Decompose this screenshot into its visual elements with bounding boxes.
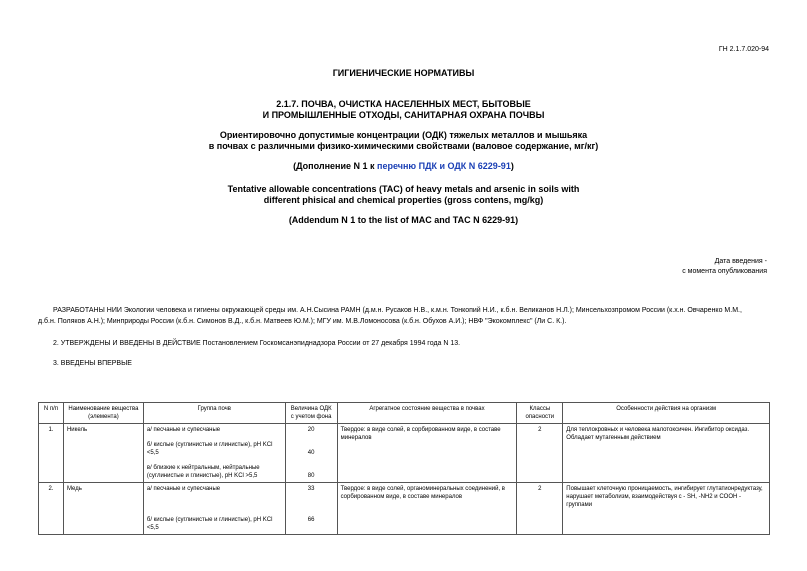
row-features: Повышает клеточную проницаемость, ингибирует глутатионредуктазу, нарушает метаболизм, взаимодействуя с - SH, -NH2 и COOH - группами [563, 483, 770, 535]
introduction-date-line1: Дата введения - [714, 258, 767, 265]
english-heading [0, 184, 807, 206]
row-values [285, 483, 337, 535]
addendum-prefix: (Дополнение N 1 к [293, 161, 378, 171]
addendum-ru [0, 161, 807, 172]
row-name: Никель [63, 424, 143, 483]
table-row [39, 424, 770, 483]
paragraph-developed-line1: РАЗРАБОТАНЫ НИИ Экологии человека и гигиены окружающей среды им. А.Н.Сысина РАМН (д.м.н. Русаков Н.В., к.м.н. Тонкопий Н.И., к.б.н. Великанов Н.Л.); Минсельхозпромом России (к.х.н. Овчаренко М.М., [53, 307, 742, 314]
section-heading [0, 99, 807, 121]
odk-value: 66 [307, 517, 315, 523]
english-line2: different phisical and chemical properties (gross contens, mg/kg) [263, 195, 544, 205]
header-group: Группа почв [143, 403, 285, 424]
header-state: Агрегатное состояние вещества в почвах [337, 403, 517, 424]
subject-line1: Ориентировочно допустимые концентрации (ОДК) тяжелых металлов и мышьяка [219, 130, 588, 140]
row-state: Твердое: в виде солей, органоминеральных соединений, в сорбированном виде, в составе минералов [337, 483, 517, 535]
soil-group: а/ песчаные и супесчаные [146, 486, 221, 492]
odk-value: 80 [307, 473, 315, 479]
document-title: ГИГИЕНИЧЕСКИЕ НОРМАТИВЫ [332, 68, 475, 78]
soil-group: в/ близкие к нейтральным, нейтральные (суглинистые и глинистые), pH KCl >5,5 [146, 465, 260, 479]
english-line1: Tentative allowable concentrations (TAC) of heavy metals and arsenic in soils with [227, 184, 580, 194]
row-state: Твердое: в виде солей, в сорбированном виде, в составе минералов [337, 424, 517, 483]
paragraph-first-introduced: 3. ВВЕДЕНЫ ВПЕРВЫЕ [53, 360, 132, 367]
row-groups [143, 483, 285, 535]
row-class: 2 [517, 483, 563, 535]
introduction-date [682, 257, 767, 277]
paragraph-developed-line2: д.б.н. Поляков А.Н.); Минприроды России (к.б.н. Симонов В.Д., к.б.н. Матвеев Ю.М.); МГУ им. М.В.Ломоносова (к.б.н. Обухов А.И.); НВФ "Экокомплекс" (Ли С. К.). [38, 318, 567, 325]
introduction-date-line2: с момента опубликования [682, 268, 767, 275]
subject-heading [0, 130, 807, 152]
row-num: 1. [39, 424, 64, 483]
odk-value: 40 [307, 450, 315, 456]
row-values [285, 424, 337, 483]
soil-group: б/ кислые (суглинистые и глинистые), pH KCl <5,5 [146, 517, 273, 531]
header-name: Наименование вещества (элемента) [63, 403, 143, 424]
header-value: Величина ОДК с учетом фона [285, 403, 337, 424]
subject-line2: в почвах с различными физико-химическими свойствами (валовое содержание, мг/кг) [208, 141, 599, 151]
soil-group: б/ кислые (суглинистые и глинистые), pH KCl <5,5 [146, 442, 273, 456]
section-heading-line2: И ПРОМЫШЛЕННЫЕ ОТХОДЫ, САНИТАРНАЯ ОХРАНА ПОЧВЫ [262, 110, 545, 120]
header-features: Особенности действия на организм [563, 403, 770, 424]
row-num: 2. [39, 483, 64, 535]
document-code: ГН 2.1.7.020-94 [718, 46, 769, 53]
odk-value: 33 [307, 486, 315, 492]
addendum-link[interactable]: перечню ПДК и ОДК N 6229-91 [377, 161, 511, 171]
row-class: 2 [517, 424, 563, 483]
odk-table [38, 402, 770, 535]
paragraph-approved: 2. УТВЕРЖДЕНЫ И ВВЕДЕНЫ В ДЕЙСТВИЕ Постановлением Госкомсанэпиднадзора России от 27 декабря 1994 года N 13. [53, 340, 461, 347]
table-header-row [39, 403, 770, 424]
row-features: Для теплокровных и человека малотоксичен. Ингибитор оксидаз. Обладает мутагенным действием [563, 424, 770, 483]
header-num: N п/п [39, 403, 64, 424]
row-groups [143, 424, 285, 483]
addendum-en: (Addendum N 1 to the list of MAC and TAC N 6229-91) [288, 215, 519, 225]
table-row [39, 483, 770, 535]
soil-group: а/ песчаные и супесчаные [146, 427, 221, 433]
odk-value: 20 [307, 427, 315, 433]
row-name: Медь [63, 483, 143, 535]
section-heading-line1: 2.1.7. ПОЧВА, ОЧИСТКА НАСЕЛЕННЫХ МЕСТ, БЫТОВЫЕ [276, 99, 531, 109]
header-class: Классы опасности [517, 403, 563, 424]
addendum-suffix: ) [510, 161, 514, 171]
